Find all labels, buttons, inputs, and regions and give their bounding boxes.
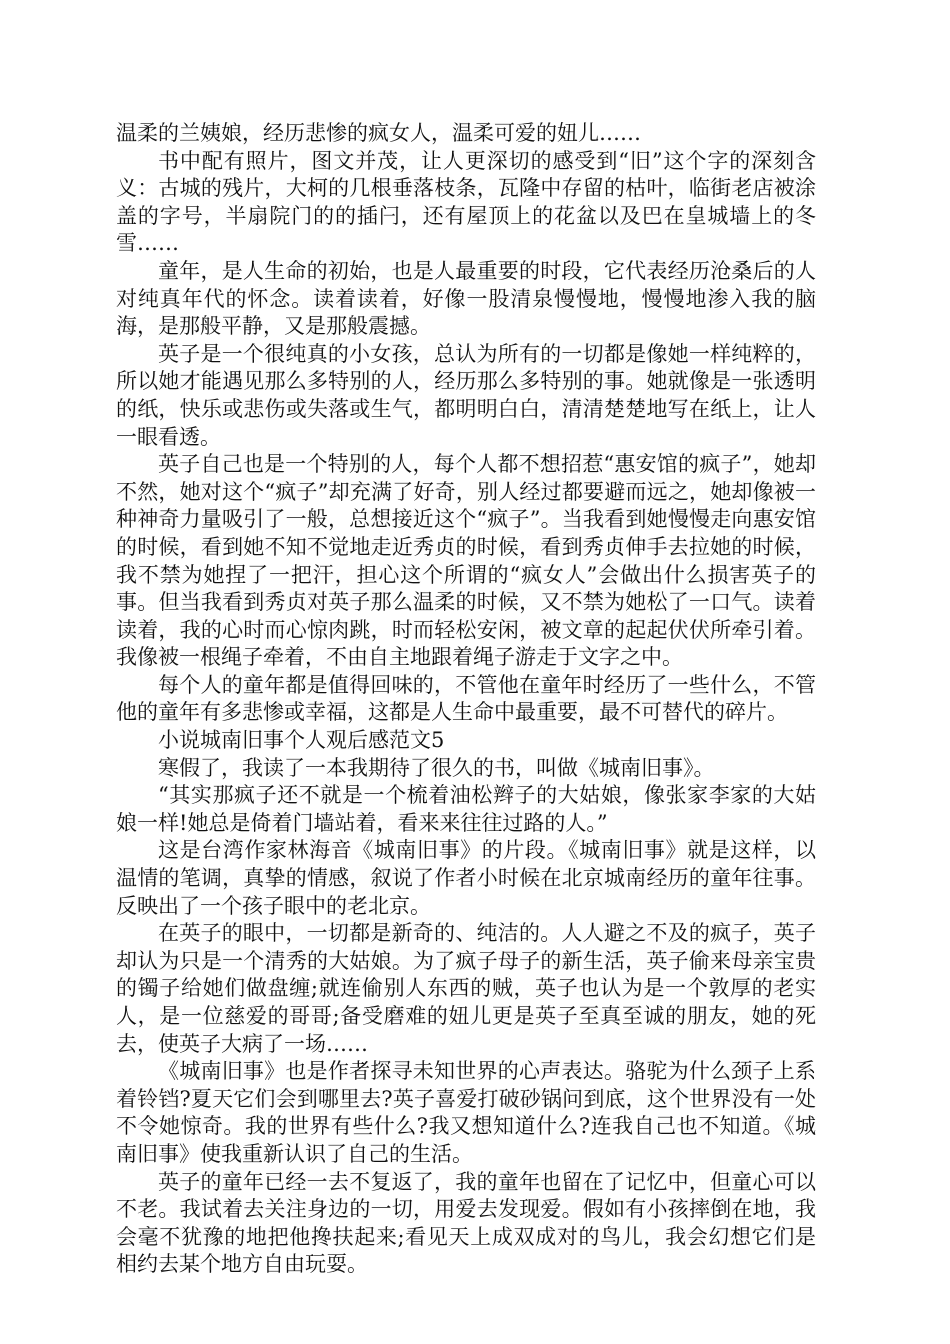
document-body bbox=[116, 120, 816, 1279]
paragraph: 童年，是人生命的初始，也是人最重要的时段，它代表经历沧桑后的人对纯真年代的怀念。读着读着，好像一股清泉慢慢地，慢慢地渗入我的脑海，是那般平静，又是那般震撼。 bbox=[116, 258, 816, 339]
paragraph: 英子是一个很纯真的小女孩，总认为所有的一切都是像她一样纯粹的，所以她才能遇见那么多特别的人，经历那么多特别的事。她就像是一张透明的纸，快乐或悲伤或失落或生气，都明明白白，清清楚楚地写在纸上，让人一眼看透。 bbox=[116, 341, 816, 449]
paragraph: 这是台湾作家林海音《城南旧事》的片段。《城南旧事》就是这样，以温情的笔调，真挚的情感，叙说了作者小时候在北京城南经历的童年往事。反映出了一个孩子眼中的老北京。 bbox=[116, 838, 816, 918]
paragraph: 英子自己也是一个特别的人，每个人都不想招惹“惠安馆的疯子”，她却不然，她对这个“疯子”却充满了好奇，别人经过都要避而远之，她却像被一种神奇力量吸引了一般，总想接近这个“疯子”。当我看到她慢慢走向惠安馆的时候，看到她不知不觉地走近秀贞的时候，看到秀贞伸手去拉她的时候，我不禁为她捏了一把汗，担心这个所谓的“疯女人”会做出什么损害英子的事。但当我看到秀贞对英子那么温柔的时候，又不禁为她松了一口气。读着读着，我的心时而心惊肉跳，时而轻松安闲，被文章的起起伏伏所牵引着。我像被一根绳子牵着，不由自主地跟着绳子游走于文字之中。 bbox=[116, 452, 816, 670]
paragraph: 温柔的兰姨娘，经历悲惨的疯女人，温柔可爱的妞儿…… bbox=[116, 121, 641, 145]
paragraph-quote: “其实那疯子还不就是一个梳着油松辫子的大姑娘，像张家李家的大姑娘一样!她总是倚着门墙站着，看来来往往过路的人。” bbox=[116, 783, 816, 835]
paragraph: 寒假了，我读了一本我期待了很久的书，叫做《城南旧事》。 bbox=[158, 755, 715, 780]
paragraph: 每个人的童年都是值得回味的，不管他在童年时经历了一些什么，不管他的童年有多悲惨或幸福，这都是人生命中最重要，最不可替代的碎片。 bbox=[116, 672, 816, 725]
paragraph: 英子的童年已经一去不复返了，我的童年也留在了记忆中，但童心可以不老。我试着去关注身边的一切，用爱去发现爱。假如有小孩摔倒在地，我会毫不犹豫的地把他搀扶起来;看见天上成双成对的鸟儿，我会幻想它们是相约去某个地方自由玩耍。 bbox=[116, 1169, 816, 1277]
paragraph: 《城南旧事》也是作者探寻未知世界的心声表达。骆驼为什么颈子上系着铃铛?夏天它们会到哪里去?英子喜爱打破砂锅问到底，这个世界没有一处不令她惊奇。我的世界有些什么?我又想知道什么?连我自己也不知道。《城南旧事》使我重新认识了自己的生活。 bbox=[116, 1059, 816, 1166]
paragraph: 在英子的眼中，一切都是新奇的、纯洁的。人人避之不及的疯子，英子却认为只是一个清秀的大姑娘。为了疯子母子的新生活，英子偷来母亲宝贵的镯子给她们做盘缠;就连偷别人东西的贼，英子也认为是一个敦厚的老实人，是一位慈爱的哥哥;备受磨难的妞儿更是英子至真至诚的朋友，她的死去，使英子大病了一场…… bbox=[116, 921, 816, 1056]
section-heading: 小说城南旧事个人观后感范文5 bbox=[158, 728, 445, 753]
paragraph: 书中配有照片，图文并茂，让人更深切的感受到“旧”这个字的深刻含义：古城的残片，大柯的几根垂落枝条，瓦隆中存留的枯叶，临街老店被涂盖的字号，半扇院门的的插闩，还有屋顶上的花盆以及巴在皇城墙上的冬雪…… bbox=[116, 148, 816, 256]
